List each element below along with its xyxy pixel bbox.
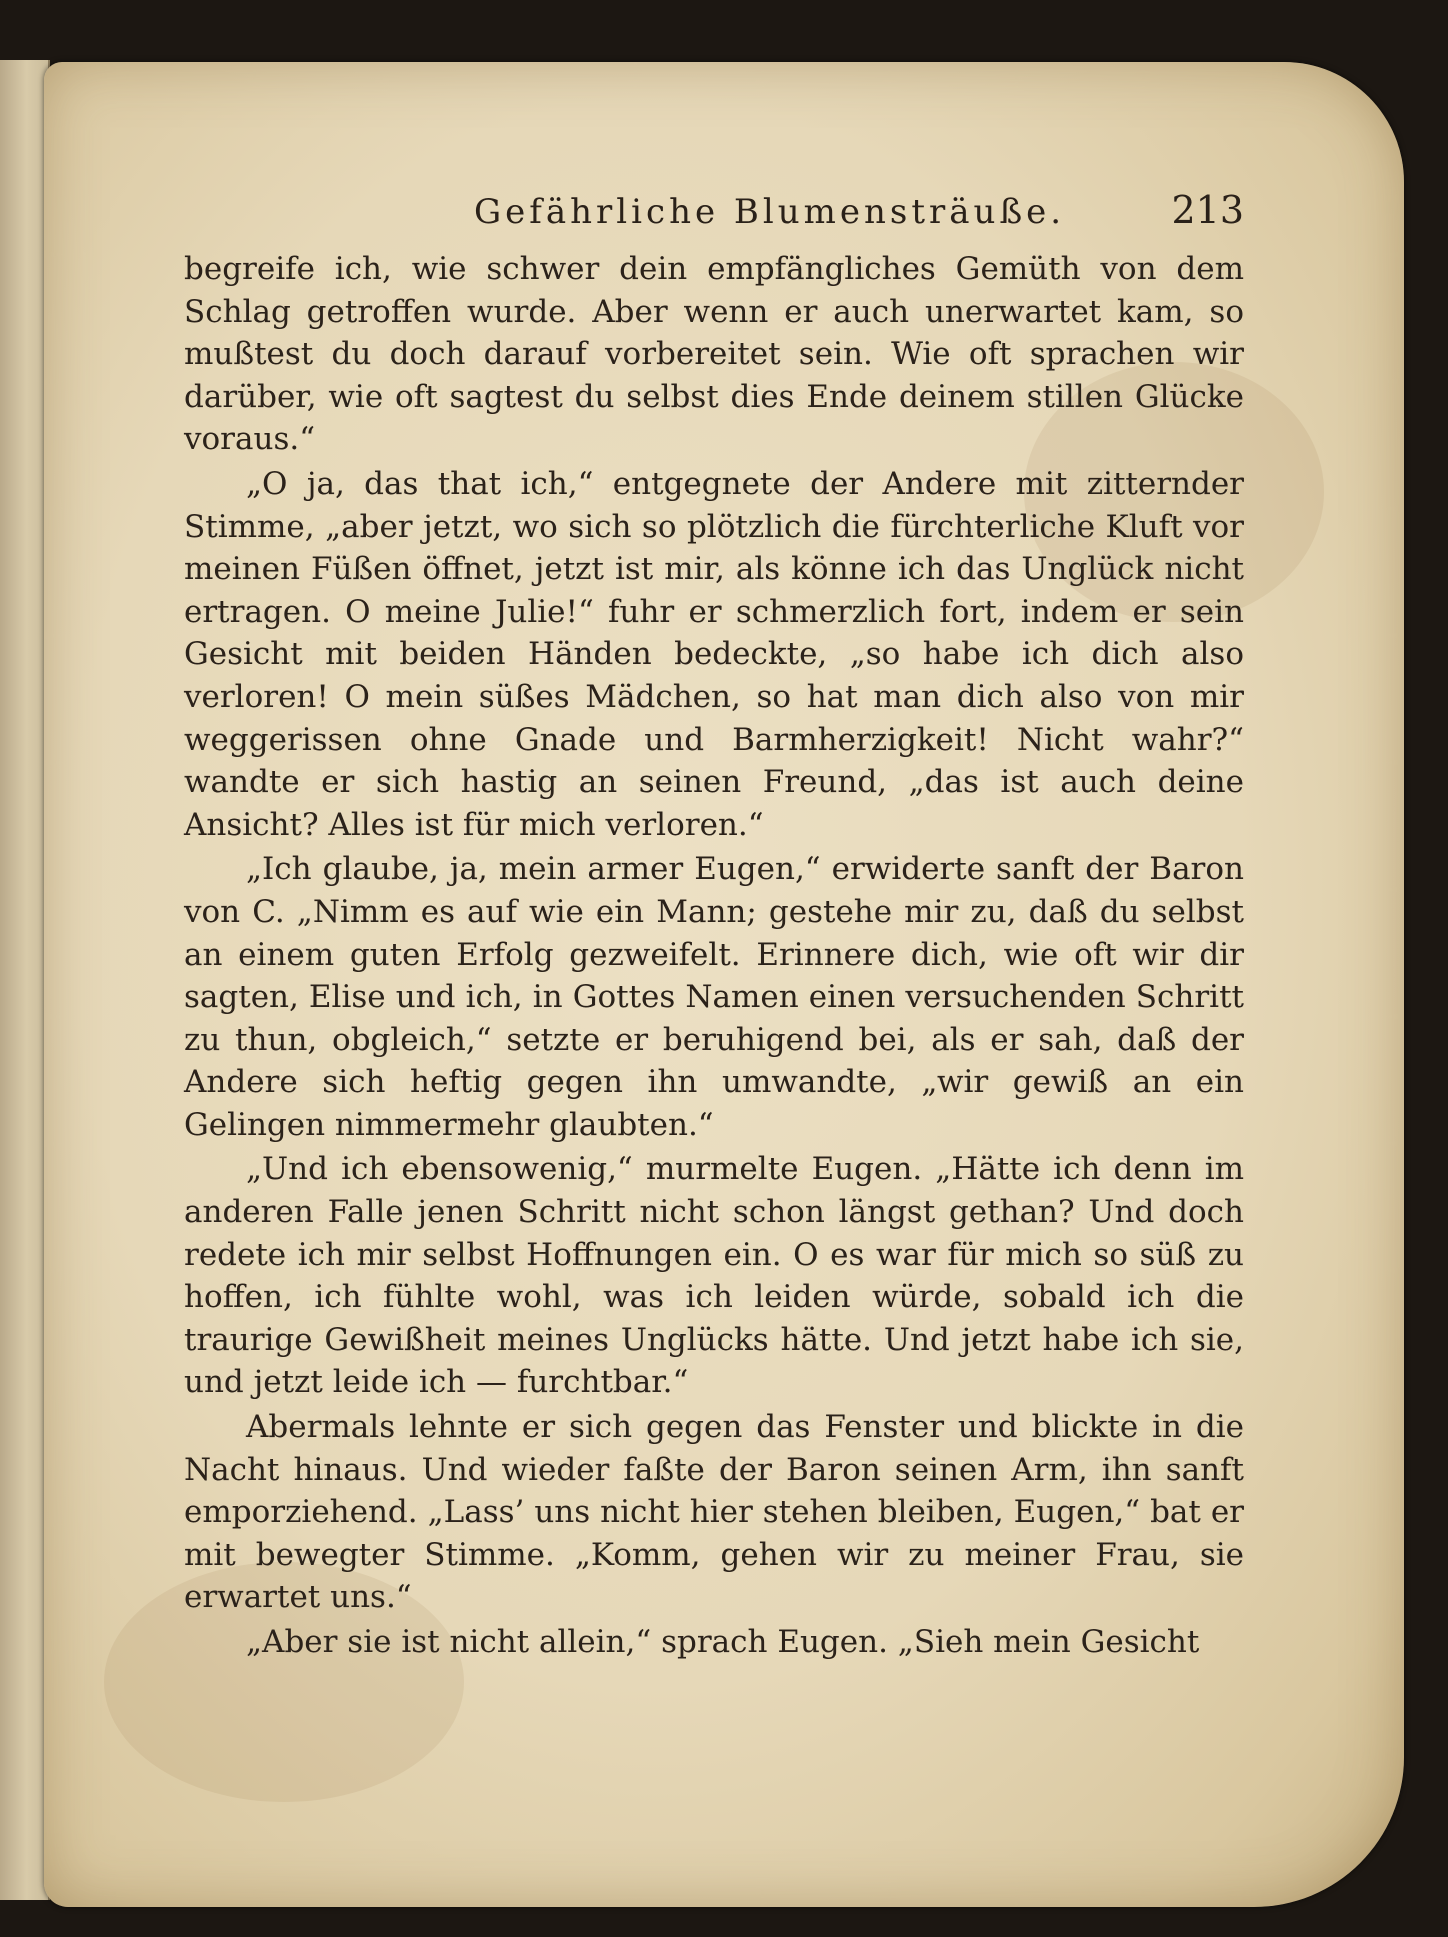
paragraph: „Aber sie ist nicht allein,“ sprach Eugen. „Sieh mein Gesicht xyxy=(246,1624,1200,1660)
paragraph: Abermals lehnte er sich gegen das Fenster und blickte in die Nacht hinaus. Und wieder faßte der Baron seinen Arm, ihn sanft emporziehend. „Lass’ uns nicht hier stehen bleiben, Eugen,“ bat er mit bewegter Stimme. „Komm, gehen wir zu meiner Frau, sie erwartet uns.“ xyxy=(184,1409,1244,1616)
page-content xyxy=(184,172,1244,1752)
running-head xyxy=(184,172,1244,242)
book-page xyxy=(44,62,1404,1907)
page-number: 213 xyxy=(1171,188,1244,232)
paragraph: „O ja, das that ich,“ entgegnete der Andere mit zitternder Stimme, „aber jetzt, wo sich so plötzlich die fürchterliche Kluft vor meinen Füßen öffnet, jetzt ist mir, als könne ich das Unglück nicht ertragen. O meine Julie!“ fuhr er schmerzlich fort, indem er sein Gesicht mit beiden Händen bedeckte, „so habe ich dich also verloren! O mein süßes Mädchen, so hat man dich also von mir weggerissen ohne Gnade und Barmherzigkeit! Nicht wahr?“ wandte er sich hastig an seinen Freund, „das ist auch deine Ansicht? Alles ist für mich verloren.“ xyxy=(184,465,1244,843)
body-text xyxy=(184,248,1244,1664)
left-page-edge xyxy=(0,60,50,1900)
paragraph: „Ich glaube, ja, mein armer Eugen,“ erwiderte sanft der Baron von C. „Nimm es auf wie ein Mann; gestehe mir zu, daß du selbst an einem guten Erfolg gezweifelt. Erinnere dich, wie oft wir dir sagten, Elise und ich, in Gottes Namen einen versuchenden Schritt zu thun, obgleich,“ setzte er beruhigend bei, als er sah, daß der Andere sich heftig gegen ihn umwandte, „wir gewiß an ein Gelingen nimmermehr glaubten.“ xyxy=(184,851,1244,1143)
paragraph: „Und ich ebensowenig,“ murmelte Eugen. „Hätte ich denn im anderen Falle jenen Schritt nicht schon längst gethan? Und doch redete ich mir selbst Hoffnungen ein. O es war für mich so süß zu hoffen, ich fühlte wohl, was ich leiden würde, sobald ich die traurige Gewißheit meines Unglücks hätte. Und jetzt habe ich sie, und jetzt leide ich — furchtbar.“ xyxy=(184,1151,1244,1401)
running-title: Gefährliche Blumensträuße. xyxy=(474,192,1066,232)
paragraph: begreife ich, wie schwer dein empfängliches Gemüth von dem Schlag getroffen wurde. Aber wenn er auch unerwartet kam, so mußtest du doch darauf vorbereitet sein. Wie oft sprachen wir darüber, wie oft sagtest du selbst dies Ende deinem stillen Glücke voraus.“ xyxy=(184,251,1244,458)
